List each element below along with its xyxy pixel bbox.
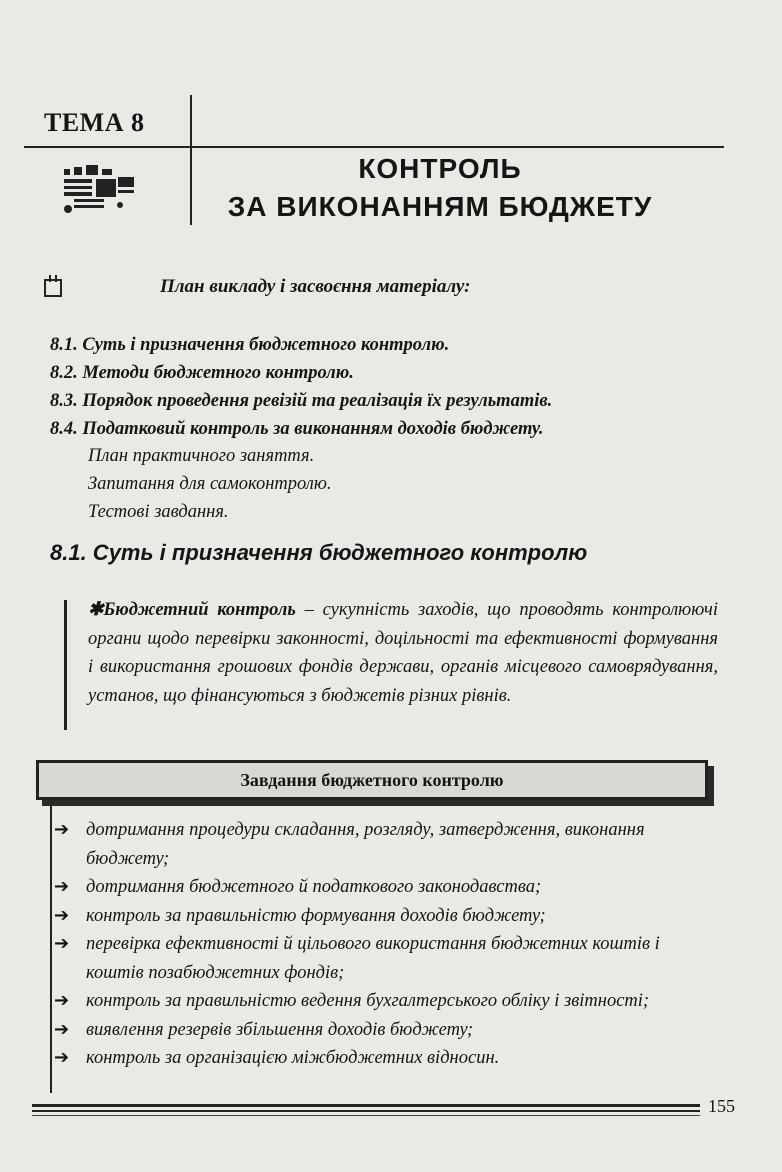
arrow-right-icon: ➔ [54, 904, 70, 926]
plan-item: 8.2. Методи бюджетного контролю. [50, 363, 354, 383]
header-rule [24, 146, 724, 148]
footer-rule [32, 1110, 700, 1112]
task-item: ➔ дотримання бюджетного й податкового законодавства; [54, 873, 719, 902]
page-number: 155 [708, 1096, 735, 1116]
definition-term: Бюджетний контроль [103, 600, 296, 620]
task-item: ➔ контроль за організацією міжбюджетних відносин. [54, 1044, 719, 1073]
tasks-box [36, 760, 708, 800]
arrow-right-icon: ➔ [54, 1018, 70, 1040]
footer-rule [32, 1115, 700, 1116]
plan-item: 8.3. Порядок проведення ревізій та реалізація їх результатів. [50, 391, 553, 411]
tasks-connector-line [50, 805, 52, 1093]
arrow-right-icon: ➔ [54, 990, 70, 1011]
plan-item: 8.1. Суть і призначення бюджетного контролю. [50, 335, 450, 355]
plan-extra-item: Запитання для самоконтролю. [88, 474, 332, 494]
asterisk-icon: ✱ [88, 600, 104, 620]
arrow-right-icon: ➔ [54, 819, 70, 840]
tasks-list [54, 816, 719, 1073]
section-heading: 8.1. Суть і призначення бюджетного контролю [50, 540, 588, 565]
plan-list [50, 331, 552, 443]
topic-label: ТЕМА 8 [44, 108, 145, 137]
chapter-title-line1: КОНТРОЛЬ [358, 153, 522, 184]
tasks-box-title: Завдання бюджетного контролю [240, 769, 504, 790]
footer-rule [32, 1104, 700, 1107]
arrow-right-icon: ➔ [54, 1047, 70, 1068]
plan-heading: План викладу і засвоєння матеріалу: [160, 276, 471, 297]
task-item: ➔ дотримання процедури складання, розгляду, затвердження, виконання бюджету; [54, 816, 719, 873]
plan-item: 8.4. Податковий контроль за виконанням доходів бюджету. [50, 419, 544, 439]
plan-extra-list [88, 442, 332, 526]
task-item: ➔ контроль за правильністю ведення бухгалтерського обліку і звітності; [54, 987, 719, 1016]
task-item: ➔ виявлення резервів збільшення доходів бюджету; [54, 1016, 719, 1045]
arrow-right-icon: ➔ [54, 933, 70, 954]
definition-bar [64, 600, 67, 730]
chapter-title-line2: ЗА ВИКОНАННЯМ БЮДЖЕТУ [227, 191, 653, 222]
notebook-icon [44, 279, 62, 297]
topic-emblem-icon [60, 163, 140, 219]
definition-body: – сукупність заходів, що проводять контролюючі органи щодо перевірки законності, доцільності та ефективності формування і використання грошових фондів держави, органів місцевого самоврядування, установ, що фінансуються з бюджетів різних рівнів. [88, 600, 718, 706]
header-divider [190, 95, 192, 225]
definition-paragraph [88, 596, 718, 710]
chapter-title [200, 150, 680, 226]
task-item: ➔ перевірка ефективності й цільового використання бюджетних коштів і коштів позабюджетних фондів; [54, 930, 719, 987]
plan-extra-item: План практичного заняття. [88, 446, 315, 466]
plan-extra-item: Тестові завдання. [88, 502, 229, 522]
arrow-right-icon: ➔ [54, 876, 70, 897]
task-item: ➔ контроль за правильністю формування доходів бюджету; [54, 902, 719, 931]
